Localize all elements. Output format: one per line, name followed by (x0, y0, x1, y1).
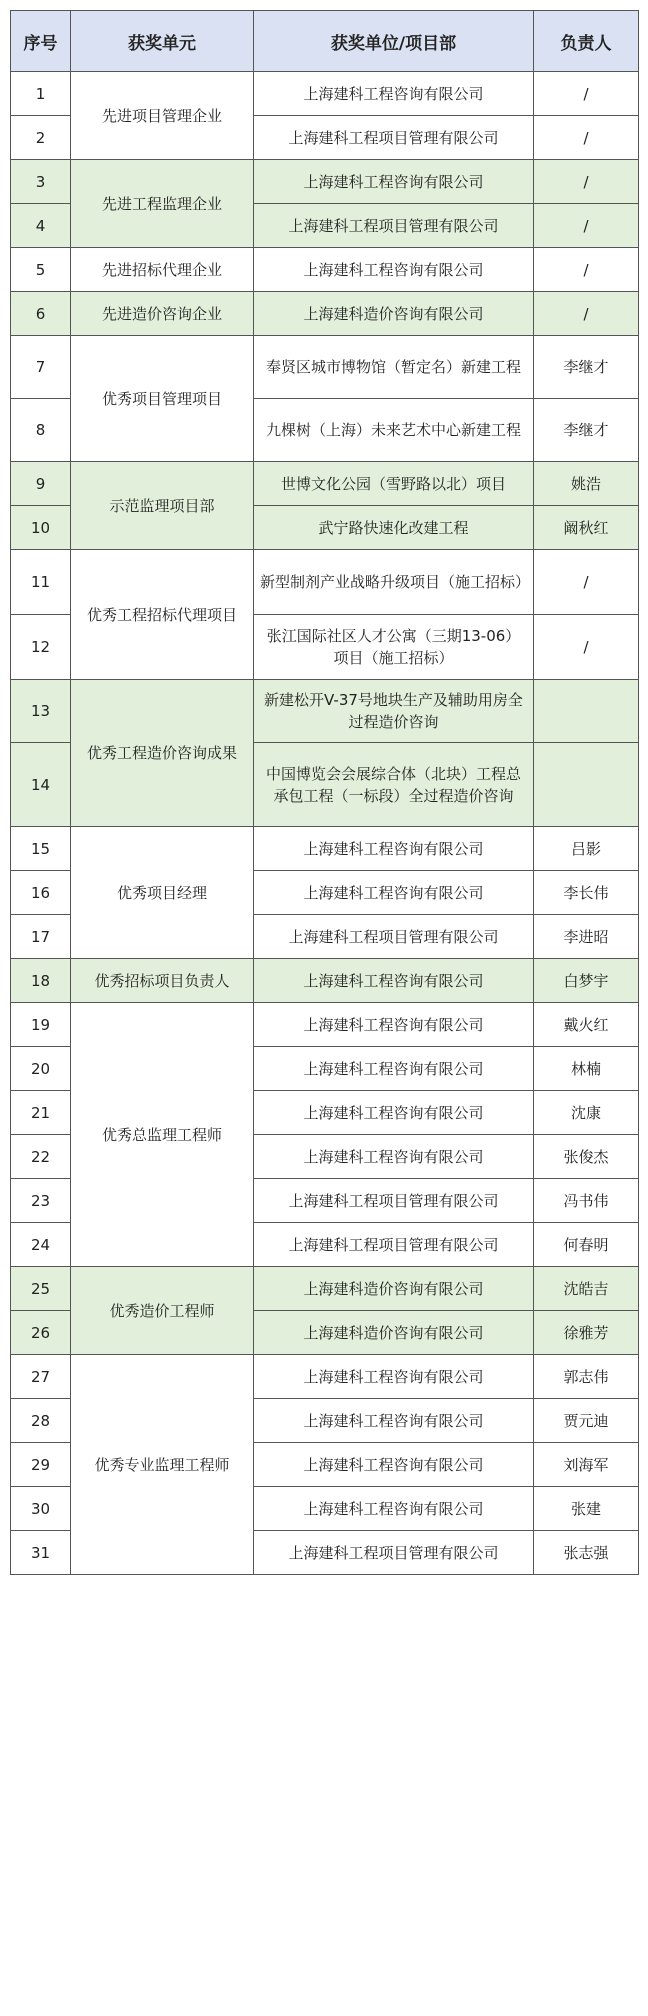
header-seq: 序号 (11, 11, 71, 72)
header-org: 获奖单位/项目部 (254, 11, 534, 72)
cell-person: 徐雅芳 (534, 1311, 639, 1355)
cell-seq: 2 (11, 116, 71, 160)
cell-person: / (534, 116, 639, 160)
cell-person: 张志强 (534, 1531, 639, 1575)
cell-award-unit: 优秀专业监理工程师 (71, 1355, 254, 1575)
cell-seq: 17 (11, 915, 71, 959)
cell-seq: 6 (11, 292, 71, 336)
table-row (11, 1355, 639, 1399)
cell-seq: 16 (11, 871, 71, 915)
cell-award-unit: 优秀造价工程师 (71, 1267, 254, 1355)
cell-seq: 13 (11, 680, 71, 743)
cell-org: 新型制剂产业战略升级项目（施工招标） (254, 550, 534, 615)
cell-person: 李进昭 (534, 915, 639, 959)
cell-person: / (534, 615, 639, 680)
table-row (11, 550, 639, 615)
cell-org: 世博文化公园（雪野路以北）项目 (254, 462, 534, 506)
cell-seq: 29 (11, 1443, 71, 1487)
cell-award-unit: 优秀总监理工程师 (71, 1003, 254, 1267)
cell-award-unit: 优秀招标项目负责人 (71, 959, 254, 1003)
table-row (11, 160, 639, 204)
cell-seq: 7 (11, 336, 71, 399)
cell-person: / (534, 292, 639, 336)
header-unit: 获奖单元 (71, 11, 254, 72)
cell-award-unit: 优秀工程造价咨询成果 (71, 680, 254, 827)
cell-person: 沈康 (534, 1091, 639, 1135)
cell-org: 上海建科工程咨询有限公司 (254, 959, 534, 1003)
table-row (11, 72, 639, 116)
cell-person: / (534, 204, 639, 248)
cell-seq: 15 (11, 827, 71, 871)
table-row (11, 1003, 639, 1047)
cell-award-unit: 优秀工程招标代理项目 (71, 550, 254, 680)
table-header-row (11, 11, 639, 72)
cell-person: / (534, 72, 639, 116)
cell-award-unit: 先进造价咨询企业 (71, 292, 254, 336)
cell-seq: 21 (11, 1091, 71, 1135)
cell-seq: 28 (11, 1399, 71, 1443)
cell-seq: 22 (11, 1135, 71, 1179)
table-row (11, 292, 639, 336)
cell-seq: 3 (11, 160, 71, 204)
cell-org: 上海建科工程项目管理有限公司 (254, 116, 534, 160)
cell-org: 上海建科造价咨询有限公司 (254, 1267, 534, 1311)
cell-person: / (534, 248, 639, 292)
cell-seq: 31 (11, 1531, 71, 1575)
cell-person: 冯书伟 (534, 1179, 639, 1223)
cell-seq: 27 (11, 1355, 71, 1399)
cell-seq: 24 (11, 1223, 71, 1267)
cell-org: 上海建科工程项目管理有限公司 (254, 1179, 534, 1223)
cell-org: 上海建科工程咨询有限公司 (254, 1399, 534, 1443)
cell-org: 上海建科工程咨询有限公司 (254, 1443, 534, 1487)
cell-person: 阚秋红 (534, 506, 639, 550)
cell-person: 郭志伟 (534, 1355, 639, 1399)
cell-org: 上海建科工程项目管理有限公司 (254, 915, 534, 959)
table-row (11, 336, 639, 399)
cell-org: 上海建科工程咨询有限公司 (254, 827, 534, 871)
cell-person: 林楠 (534, 1047, 639, 1091)
cell-award-unit: 先进招标代理企业 (71, 248, 254, 292)
cell-person: 吕影 (534, 827, 639, 871)
cell-person: / (534, 550, 639, 615)
cell-seq: 19 (11, 1003, 71, 1047)
cell-person: 刘海军 (534, 1443, 639, 1487)
header-person: 负责人 (534, 11, 639, 72)
table-body (11, 72, 639, 1575)
cell-award-unit: 先进项目管理企业 (71, 72, 254, 160)
table-row (11, 959, 639, 1003)
cell-award-unit: 优秀项目管理项目 (71, 336, 254, 462)
cell-seq: 18 (11, 959, 71, 1003)
cell-person: 戴火红 (534, 1003, 639, 1047)
awards-table (10, 10, 639, 1575)
cell-seq: 12 (11, 615, 71, 680)
cell-org: 武宁路快速化改建工程 (254, 506, 534, 550)
cell-award-unit: 优秀项目经理 (71, 827, 254, 959)
cell-org: 新建松开V-37号地块生产及辅助用房全过程造价咨询 (254, 680, 534, 743)
cell-seq: 10 (11, 506, 71, 550)
cell-seq: 20 (11, 1047, 71, 1091)
cell-seq: 5 (11, 248, 71, 292)
cell-org: 张江国际社区人才公寓（三期13-06）项目（施工招标） (254, 615, 534, 680)
cell-person (534, 680, 639, 743)
cell-org: 上海建科工程咨询有限公司 (254, 1355, 534, 1399)
cell-person: 张俊杰 (534, 1135, 639, 1179)
cell-org: 上海建科造价咨询有限公司 (254, 292, 534, 336)
cell-person: 白梦宇 (534, 959, 639, 1003)
cell-org: 九棵树（上海）未来艺术中心新建工程 (254, 399, 534, 462)
cell-org: 上海建科工程项目管理有限公司 (254, 1531, 534, 1575)
table-row (11, 827, 639, 871)
cell-org: 上海建科工程项目管理有限公司 (254, 1223, 534, 1267)
cell-person: 沈皓吉 (534, 1267, 639, 1311)
cell-org: 上海建科工程咨询有限公司 (254, 1135, 534, 1179)
cell-seq: 9 (11, 462, 71, 506)
cell-person (534, 743, 639, 827)
cell-org: 上海建科造价咨询有限公司 (254, 1311, 534, 1355)
cell-seq: 30 (11, 1487, 71, 1531)
cell-seq: 4 (11, 204, 71, 248)
cell-org: 上海建科工程咨询有限公司 (254, 871, 534, 915)
table-row (11, 1267, 639, 1311)
cell-org: 奉贤区城市博物馆（暂定名）新建工程 (254, 336, 534, 399)
cell-seq: 11 (11, 550, 71, 615)
cell-seq: 25 (11, 1267, 71, 1311)
cell-person: 李继才 (534, 336, 639, 399)
cell-org: 上海建科工程咨询有限公司 (254, 160, 534, 204)
cell-person: 李继才 (534, 399, 639, 462)
cell-person: 姚浩 (534, 462, 639, 506)
cell-org: 上海建科工程咨询有限公司 (254, 248, 534, 292)
cell-org: 上海建科工程咨询有限公司 (254, 1487, 534, 1531)
cell-person: 贾元迪 (534, 1399, 639, 1443)
cell-person: 李长伟 (534, 871, 639, 915)
cell-org: 上海建科工程咨询有限公司 (254, 1003, 534, 1047)
cell-person: 张建 (534, 1487, 639, 1531)
cell-org: 上海建科工程项目管理有限公司 (254, 204, 534, 248)
cell-seq: 1 (11, 72, 71, 116)
table-row (11, 680, 639, 743)
table-row (11, 462, 639, 506)
cell-seq: 23 (11, 1179, 71, 1223)
cell-org: 中国博览会会展综合体（北块）工程总承包工程（一标段）全过程造价咨询 (254, 743, 534, 827)
cell-seq: 26 (11, 1311, 71, 1355)
cell-award-unit: 先进工程监理企业 (71, 160, 254, 248)
cell-org: 上海建科工程咨询有限公司 (254, 1091, 534, 1135)
cell-seq: 8 (11, 399, 71, 462)
cell-award-unit: 示范监理项目部 (71, 462, 254, 550)
cell-org: 上海建科工程咨询有限公司 (254, 72, 534, 116)
cell-person: 何春明 (534, 1223, 639, 1267)
cell-org: 上海建科工程咨询有限公司 (254, 1047, 534, 1091)
table-row (11, 248, 639, 292)
cell-person: / (534, 160, 639, 204)
cell-seq: 14 (11, 743, 71, 827)
